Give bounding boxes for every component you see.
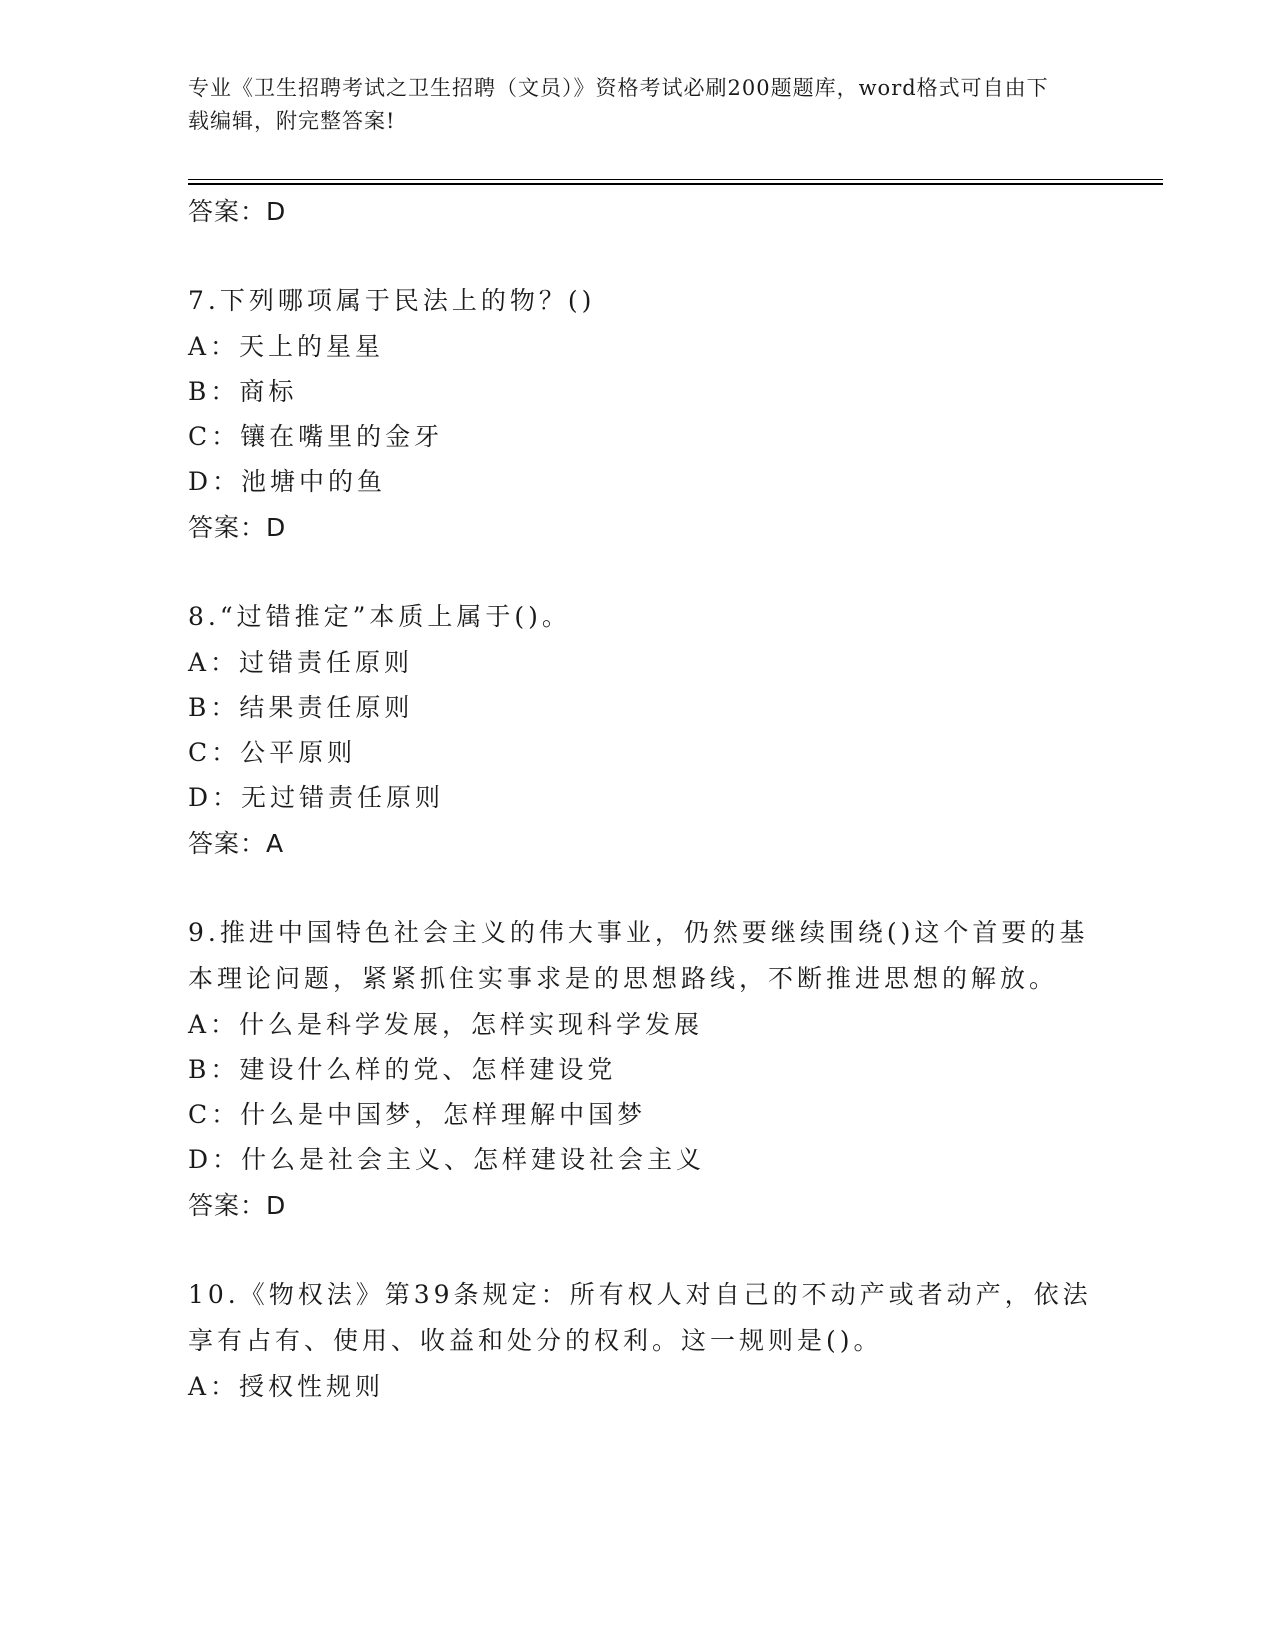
option-c: C：公平原则 [188,738,357,767]
option-a: A：天上的星星 [188,332,385,361]
question-text: 9.推进中国特色社会主义的伟大事业，仍然要继续围绕()这个首要的基本理论问题，紧紧抓住实事求是的思想路线，不断推进思想的解放。 [188,918,1089,993]
question-item [188,910,1108,1228]
option-d: D：什么是社会主义、怎样建设社会主义 [188,1145,706,1174]
answer-label: 答案：A [188,829,285,858]
option-b: B：商标 [188,377,298,406]
option-b: B：建设什么样的党、怎样建设党 [188,1055,617,1084]
document-header: 专业《卫生招聘考试之卫生招聘（文员）》资格考试必刷200题题库，word格式可自由下载编辑，附完整答案! [188,76,1049,133]
answer-label: 答案：D [188,1191,287,1220]
answer-label: 答案：D [188,513,287,542]
header-divider-thick [188,183,1163,185]
option-c: C：镶在嘴里的金牙 [188,422,444,451]
question-item [188,278,1108,550]
question-text: 7.下列哪项属于民法上的物？() [188,286,596,315]
question-text: 8.“过错推定”本质上属于()。 [188,602,571,631]
option-a: A：过错责任原则 [188,648,414,677]
option-a: A：什么是科学发展，怎样实现科学发展 [188,1010,704,1039]
option-d: D：池塘中的鱼 [188,467,387,496]
question-list [188,188,1108,1409]
question-item [188,594,1108,866]
option-a: A：授权性规则 [188,1372,385,1401]
question-item [188,1272,1108,1409]
option-b: B：结果责任原则 [188,693,414,722]
answer-label: 答案：D [188,197,287,226]
option-c: C：什么是中国梦，怎样理解中国梦 [188,1100,647,1129]
question-text: 10.《物权法》第39条规定：所有权人对自己的不动产或者动产，依法享有占有、使用、收益和处分的权利。这一规则是()。 [188,1280,1092,1355]
option-d: D：无过错责任原则 [188,783,445,812]
header-divider-thin [188,179,1163,180]
